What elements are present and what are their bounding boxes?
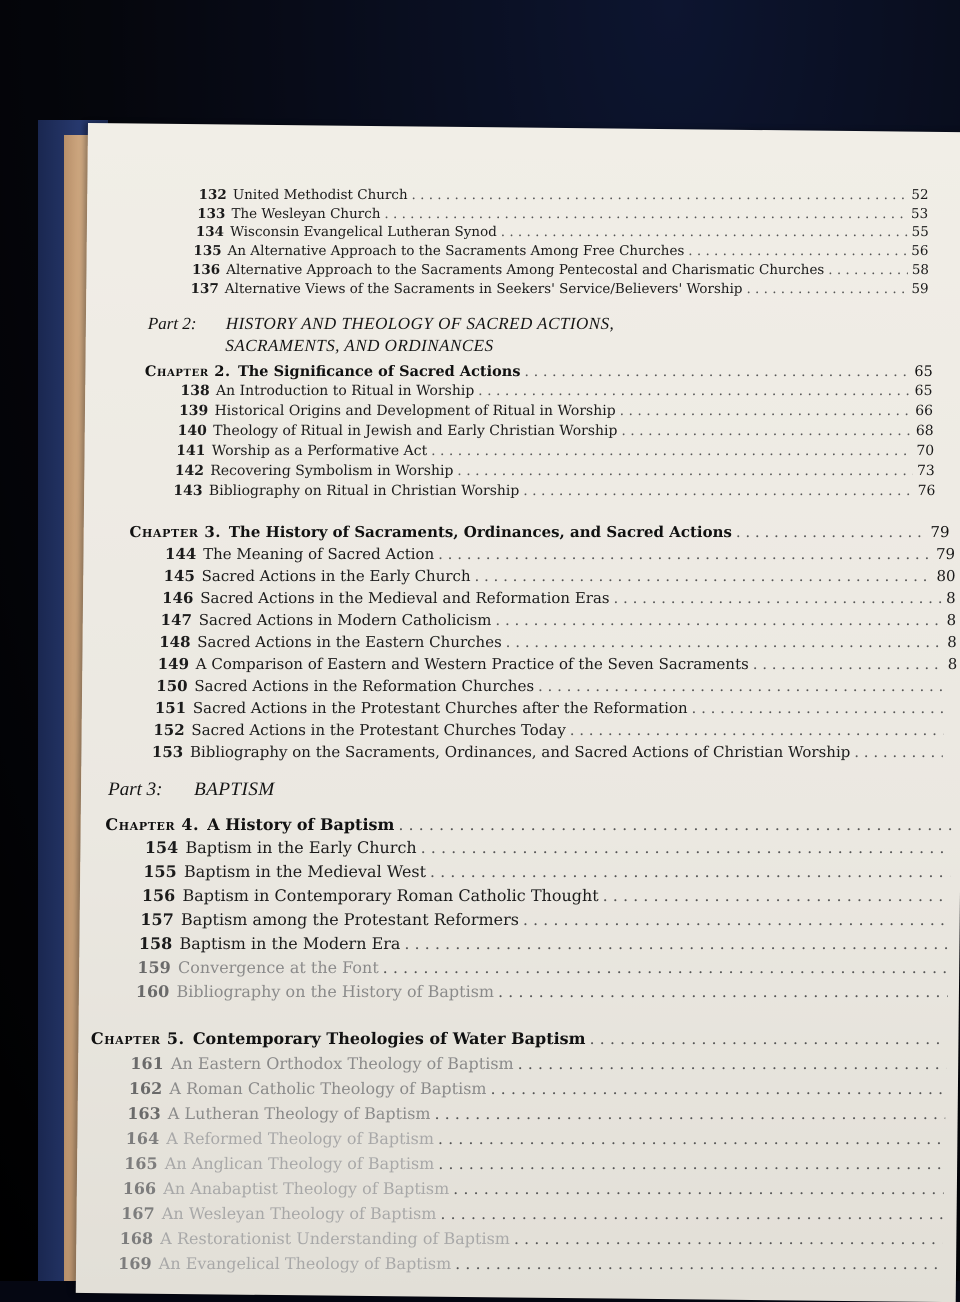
part-title-line-1: HISTORY AND THEOLOGY OF SACRED ACTIONS, <box>225 314 615 334</box>
entry-number: 139 <box>178 403 209 420</box>
chapter-2-heading <box>145 363 933 380</box>
entry-title: An Wesleyan Theology of Baptism <box>161 1204 437 1224</box>
toc-entry-158 <box>139 934 953 953</box>
dot-leader <box>438 1154 944 1173</box>
toc-entry-157 <box>140 910 953 929</box>
dot-leader <box>455 1254 942 1273</box>
dot-leader <box>514 1229 943 1248</box>
dot-leader <box>589 1029 947 1048</box>
entry-number: 142 <box>174 463 205 480</box>
entry-number: 153 <box>151 743 184 762</box>
dot-leader <box>495 611 943 629</box>
entry-page: 59 <box>911 281 929 298</box>
entry-title: United Methodist Church <box>232 187 408 204</box>
dot-leader <box>398 815 951 834</box>
dot-leader <box>753 655 944 673</box>
toc-entry-149 <box>158 655 958 673</box>
entry-page: 76 <box>917 483 936 500</box>
entry-page: 58 <box>911 262 930 279</box>
entry-title: Alternative Views of the Sacraments in Seekers' Service/Believers' Worship <box>224 281 743 298</box>
dot-leader <box>430 862 951 881</box>
entry-number: 164 <box>125 1129 160 1149</box>
dot-leader <box>603 886 951 905</box>
entry-number: 157 <box>140 910 174 930</box>
dot-leader <box>431 443 913 459</box>
entry-number: 152 <box>153 721 185 740</box>
dot-leader <box>621 423 912 439</box>
book-page <box>76 123 960 1302</box>
toc-entry-141 <box>176 443 934 459</box>
entry-number: 135 <box>193 243 222 260</box>
toc-entry-155 <box>143 862 954 881</box>
dot-leader <box>688 243 907 259</box>
entry-number: 148 <box>159 633 191 652</box>
toc-entry-143 <box>173 483 935 499</box>
dot-leader <box>854 743 943 761</box>
entry-number: 136 <box>191 262 221 279</box>
toc-entry-138 <box>180 383 932 399</box>
entry-title: A Roman Catholic Theology of Baptism <box>169 1079 487 1099</box>
entry-title: An Eastern Orthodox Theology of Baptism <box>170 1054 514 1074</box>
dot-leader <box>384 206 907 222</box>
toc-entry-160 <box>136 982 952 1001</box>
dot-leader <box>490 1079 946 1098</box>
entry-page: 79 <box>935 545 956 564</box>
entry-number: 154 <box>144 838 179 858</box>
toc-entry-166 <box>123 1179 948 1198</box>
toc-entry-154 <box>145 838 955 857</box>
entry-title: An Evangelical Theology of Baptism <box>158 1254 452 1274</box>
dot-leader <box>523 483 914 499</box>
entry-number: 140 <box>177 423 208 440</box>
dot-leader <box>438 1129 945 1148</box>
dot-leader <box>434 1104 945 1123</box>
entry-number: 162 <box>128 1079 163 1099</box>
chapter-title: The History of Sacraments, Ordinances, and Sacred Actions <box>228 523 733 542</box>
entry-title: Bibliography on the History of Baptism <box>176 982 495 1002</box>
entry-title: Sacred Actions in the Reformation Churches <box>194 677 535 696</box>
entry-title: An Anglican Theology of Baptism <box>164 1154 435 1174</box>
entry-page: 55 <box>911 224 929 241</box>
toc-entry-156 <box>142 886 954 905</box>
entry-number: 161 <box>130 1054 164 1074</box>
dot-leader <box>383 958 949 977</box>
entry-number: 165 <box>124 1154 158 1174</box>
dot-leader <box>517 1054 946 1073</box>
entry-page: 8 <box>946 611 957 630</box>
toc-entry-165 <box>124 1154 948 1173</box>
dot-leader <box>474 567 932 585</box>
dot-leader <box>613 589 942 607</box>
dot-leader <box>440 1204 943 1223</box>
dot-leader <box>478 383 911 399</box>
entry-title: Baptism in Contemporary Roman Catholic Thought <box>182 886 599 906</box>
chapter-4-heading <box>105 815 955 834</box>
entry-title: Worship as a Performative Act <box>211 443 428 460</box>
chapter-3-heading <box>129 523 949 541</box>
dot-leader <box>746 281 907 297</box>
entry-number: 147 <box>160 611 193 630</box>
entry-title: Baptism in the Modern Era <box>179 934 401 954</box>
entry-title: Historical Origins and Development of Ritual in Worship <box>214 403 616 420</box>
entry-page: 80 <box>936 567 956 586</box>
dot-leader <box>501 224 908 240</box>
toc-entry-144 <box>165 545 955 563</box>
entry-title: An Introduction to Ritual in Worship <box>215 383 475 400</box>
toc-entry-151 <box>155 699 958 717</box>
dot-leader <box>828 262 908 278</box>
entry-number: 163 <box>127 1104 161 1124</box>
dot-leader <box>523 910 950 929</box>
entry-title: Convergence at the Font <box>177 958 379 978</box>
entry-title: The Meaning of Sacred Action <box>202 545 435 564</box>
entry-number: 144 <box>164 545 197 564</box>
entry-number: 132 <box>198 187 227 204</box>
entry-number: 159 <box>137 958 171 978</box>
entry-number: 134 <box>195 224 225 241</box>
entry-number: 150 <box>156 677 188 696</box>
entry-title: Theology of Ritual in Jewish and Early Christian Worship <box>212 423 618 440</box>
toc-entry-167 <box>121 1204 947 1223</box>
part-2-heading <box>147 313 614 357</box>
entry-title: An Alternative Approach to the Sacraments Among Free Churches <box>227 243 685 260</box>
toc-entry-163 <box>127 1104 949 1123</box>
dot-leader <box>404 934 949 953</box>
toc-entry-145 <box>163 567 955 585</box>
dot-leader <box>453 1179 944 1198</box>
chapter-title: A History of Baptism <box>207 815 395 835</box>
entry-number: 138 <box>180 383 210 400</box>
chapter-title: The Significance of Sacred Actions <box>237 363 521 381</box>
toc-entry-159 <box>137 958 952 977</box>
entry-number: 137 <box>190 281 219 298</box>
entry-title: A Comparison of Eastern and Western Practice of the Seven Sacraments <box>195 655 749 674</box>
toc-entry-164 <box>126 1129 949 1148</box>
toc-entry-142 <box>175 463 935 479</box>
entry-title: A Restorationist Understanding of Baptism <box>160 1229 511 1249</box>
entry-title: An Anabaptist Theology of Baptism <box>163 1179 450 1199</box>
toc-entry-137 <box>190 281 928 297</box>
part-label: Part 2: <box>147 314 197 334</box>
dot-leader <box>619 403 911 419</box>
entry-page: 68 <box>915 423 934 440</box>
entry-page: 8 <box>947 655 958 674</box>
entry-number: 143 <box>173 483 203 500</box>
toc-entry-147 <box>160 611 956 629</box>
entry-page: 65 <box>914 383 933 400</box>
dot-leader <box>524 364 910 380</box>
part-label: Part 3: <box>107 779 163 801</box>
toc-entry-162 <box>129 1079 950 1098</box>
toc-entry-139 <box>179 403 933 419</box>
entry-page: 73 <box>916 463 935 480</box>
entry-title: Sacred Actions in the Protestant Churches after the Reformation <box>192 699 688 718</box>
entry-number: 166 <box>122 1179 157 1199</box>
toc-entry-168 <box>119 1229 946 1248</box>
toc-entry-148 <box>159 633 957 651</box>
toc-entry-132 <box>198 187 928 203</box>
toc-entry-146 <box>162 589 956 607</box>
entry-title: Sacred Actions in the Protestant Churches Today <box>191 721 567 740</box>
dot-leader <box>691 699 944 717</box>
entry-title: Sacred Actions in the Medieval and Reformation Eras <box>199 589 610 608</box>
toc-entry-161 <box>130 1054 950 1073</box>
entry-title: Alternative Approach to the Sacraments Among Pentecostal and Charismatic Churches <box>226 262 825 279</box>
entry-number: 155 <box>143 862 177 882</box>
entry-number: 145 <box>163 567 196 586</box>
chapter-5-heading <box>91 1029 951 1048</box>
entry-title: The Wesleyan Church <box>231 206 381 223</box>
toc-entry-169 <box>118 1254 946 1273</box>
entry-number: 146 <box>161 589 194 608</box>
chapter-label: Chapter 2. <box>144 363 231 381</box>
entry-title: Baptism in the Medieval West <box>183 862 427 882</box>
part-title: BAPTISM <box>193 779 275 801</box>
dot-leader <box>421 838 952 857</box>
entry-number: 149 <box>157 655 190 674</box>
entry-number: 158 <box>138 934 173 954</box>
entry-title: A Lutheran Theology of Baptism <box>167 1104 431 1124</box>
chapter-label: Chapter 5. <box>90 1029 186 1049</box>
entry-number: 156 <box>141 886 176 906</box>
toc-entry-135 <box>193 243 928 259</box>
toc-entry-152 <box>153 721 957 739</box>
entry-number: 141 <box>176 443 206 460</box>
entry-title: Baptism in the Early Church <box>185 838 417 858</box>
dot-leader <box>736 523 927 541</box>
entry-title: Sacred Actions in the Early Church <box>201 567 471 586</box>
part-title-line-2: SACRAMENTS, AND ORDINANCES <box>225 336 494 356</box>
dot-leader <box>438 545 932 563</box>
entry-page: 52 <box>911 187 929 204</box>
entry-page: 56 <box>911 243 929 260</box>
toc-entry-153 <box>152 743 957 761</box>
entry-number: 160 <box>135 982 170 1002</box>
entry-number: 151 <box>154 699 187 718</box>
entry-title: Bibliography on Ritual in Christian Worship <box>208 483 520 500</box>
entry-title: A Reformed Theology of Baptism <box>166 1129 435 1149</box>
dot-leader <box>538 677 945 695</box>
chapter-label: Chapter 4. <box>105 815 200 835</box>
entry-number: 169 <box>117 1254 152 1274</box>
chapter-title: Contemporary Theologies of Water Baptism <box>192 1029 586 1049</box>
entry-title: Bibliography on the Sacraments, Ordinances, and Sacred Actions of Christian Worship <box>189 743 851 762</box>
part-3-heading <box>108 779 275 801</box>
toc-entry-136 <box>192 262 929 278</box>
entry-page: 8 <box>947 633 957 652</box>
entry-title: Wisconsin Evangelical Lutheran Synod <box>229 224 498 241</box>
chapter-page: 79 <box>930 523 950 542</box>
entry-title: Baptism among the Protestant Reformers <box>180 910 520 930</box>
entry-title: Sacred Actions in the Eastern Churches <box>197 633 502 652</box>
toc-entry-134 <box>196 224 929 240</box>
toc-entry-150 <box>156 677 958 695</box>
dot-leader <box>506 633 944 651</box>
dot-leader <box>411 187 907 203</box>
entry-page: 66 <box>915 403 934 420</box>
chapter-page: 65 <box>914 364 934 381</box>
entry-page: 8 <box>945 589 956 608</box>
toc-entry-133 <box>197 206 928 222</box>
dot-leader <box>457 463 913 479</box>
entry-page: 53 <box>910 206 929 223</box>
dot-leader <box>498 982 948 1001</box>
toc-entry-140 <box>177 423 933 439</box>
entry-number: 133 <box>196 206 226 223</box>
dot-leader <box>570 721 944 739</box>
table-of-contents <box>76 127 960 1297</box>
chapter-label: Chapter 3. <box>129 523 222 542</box>
entry-title: Recovering Symbolism in Worship <box>210 463 454 480</box>
entry-number: 167 <box>121 1204 155 1224</box>
entry-title: Sacred Actions in Modern Catholicism <box>198 611 492 630</box>
entry-number: 168 <box>119 1229 154 1249</box>
entry-page: 70 <box>916 443 935 460</box>
